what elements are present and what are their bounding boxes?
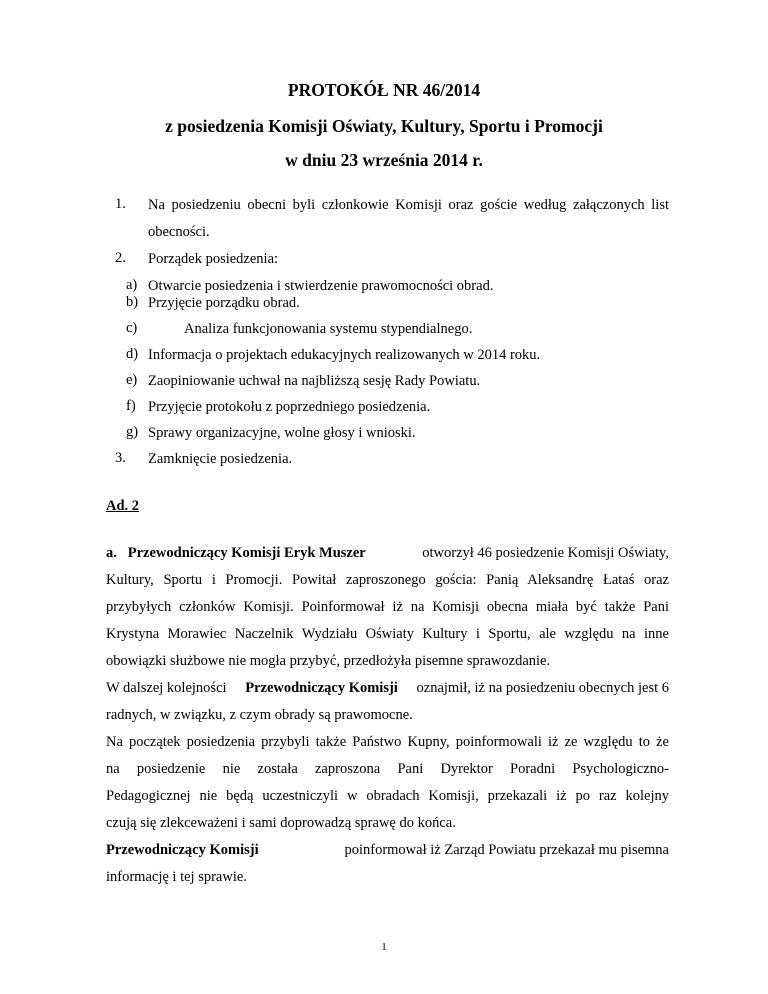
section-heading: Ad. 2	[106, 498, 140, 514]
item-number: 2.	[115, 250, 126, 266]
paragraph-text: poinformował iż Zarząd Powiatu przekazał mu pisemna	[344, 842, 669, 858]
paragraph-text: W dalszej kolejności	[106, 680, 227, 696]
paragraph-line: Krystyna Morawiec Naczelnik Wydziału Oświaty Kultury i Sportu, ale względu na inne	[106, 626, 669, 642]
paragraph-line: informację i tej sprawie.	[106, 869, 247, 885]
item-text: Porządek posiedzenia:	[148, 251, 279, 267]
agenda-item: Sprawy organizacyjne, wolne głosy i wnioski.	[148, 425, 416, 441]
paragraph-line: na posiedzenie nie została zaproszona Pani Dyrektor Poradni Psychologiczno-	[106, 761, 669, 777]
item-number: 1.	[115, 196, 126, 212]
document-title: PROTOKÓŁ NR 46/2014	[287, 80, 481, 100]
paragraph-line	[106, 679, 669, 697]
paragraph-line: obowiązki służbowe nie mogła przybyć, przedłożyła pisemne sprawozdanie.	[106, 653, 551, 669]
item-letter: a.	[106, 545, 117, 561]
paragraph-line: przybyłych członków Komisji. Poinformował iż na Komisji obecna miała być także Pani	[106, 599, 669, 615]
paragraph-line	[106, 544, 669, 562]
chairman-label: Przewodniczący Komisji	[245, 680, 398, 696]
chairman-label: Przewodniczący Komisji	[106, 842, 259, 858]
agenda-item: Informacja o projektach edukacyjnych realizowanych w 2014 roku.	[148, 347, 541, 363]
agenda-item: Zaopiniowanie uchwał na najbliższą sesję Rady Powiatu.	[148, 373, 481, 389]
agenda-letter: f)	[126, 398, 136, 414]
paragraph-line: Na początek posiedzenia przybyli także Państwo Kupny, poinformowali iż ze względu to że	[106, 734, 669, 750]
item-number: 3.	[115, 450, 126, 466]
agenda-item: Analiza funkcjonowania systemu stypendialnego.	[184, 321, 473, 337]
paragraph-text: otworzył 46 posiedzenie Komisji Oświaty,	[422, 545, 669, 561]
paragraph-line	[106, 841, 669, 859]
agenda-letter: g)	[126, 424, 139, 440]
item-text-continued: obecności.	[148, 224, 210, 240]
chairman-name: Przewodniczący Komisji Eryk Muszer	[127, 545, 366, 561]
agenda-letter: d)	[126, 346, 139, 362]
item-text: Zamknięcie posiedzenia.	[148, 451, 293, 467]
agenda-item: Otwarcie posiedzenia i stwierdzenie prawomocności obrad.	[148, 278, 494, 294]
paragraph-text: oznajmił, iż na posiedzeniu obecnych jest 6	[416, 680, 669, 696]
agenda-letter: e)	[126, 372, 138, 388]
agenda-letter: c)	[126, 320, 138, 336]
agenda-item: Przyjęcie protokołu z poprzedniego posiedzenia.	[148, 399, 431, 415]
agenda-letter: b)	[126, 294, 139, 310]
paragraph-line: czują się zlekceważeni i sami doprowadzą sprawę do końca.	[106, 815, 456, 831]
agenda-letter: a)	[126, 277, 138, 293]
item-text: Na posiedzeniu obecni byli członkowie Komisji oraz goście według załączonych list	[148, 197, 669, 213]
agenda-item: Przyjęcie porządku obrad.	[148, 295, 300, 311]
paragraph-line: Pedagogicznej nie będą uczestniczyli w obradach Komisji, przekazali iż po raz kolejny	[106, 788, 669, 804]
paragraph-line: Kultury, Sportu i Promocji. Powitał zaproszonego gościa: Panią Aleksandrę Łataś oraz	[106, 572, 669, 588]
document-date: w dniu 23 września 2014 r.	[285, 150, 483, 170]
paragraph-line: radnych, w związku, z czym obrady są prawomocne.	[106, 707, 413, 723]
page-number: 1	[381, 941, 387, 953]
document-subtitle: z posiedzenia Komisji Oświaty, Kultury, Sportu i Promocji	[165, 116, 603, 136]
